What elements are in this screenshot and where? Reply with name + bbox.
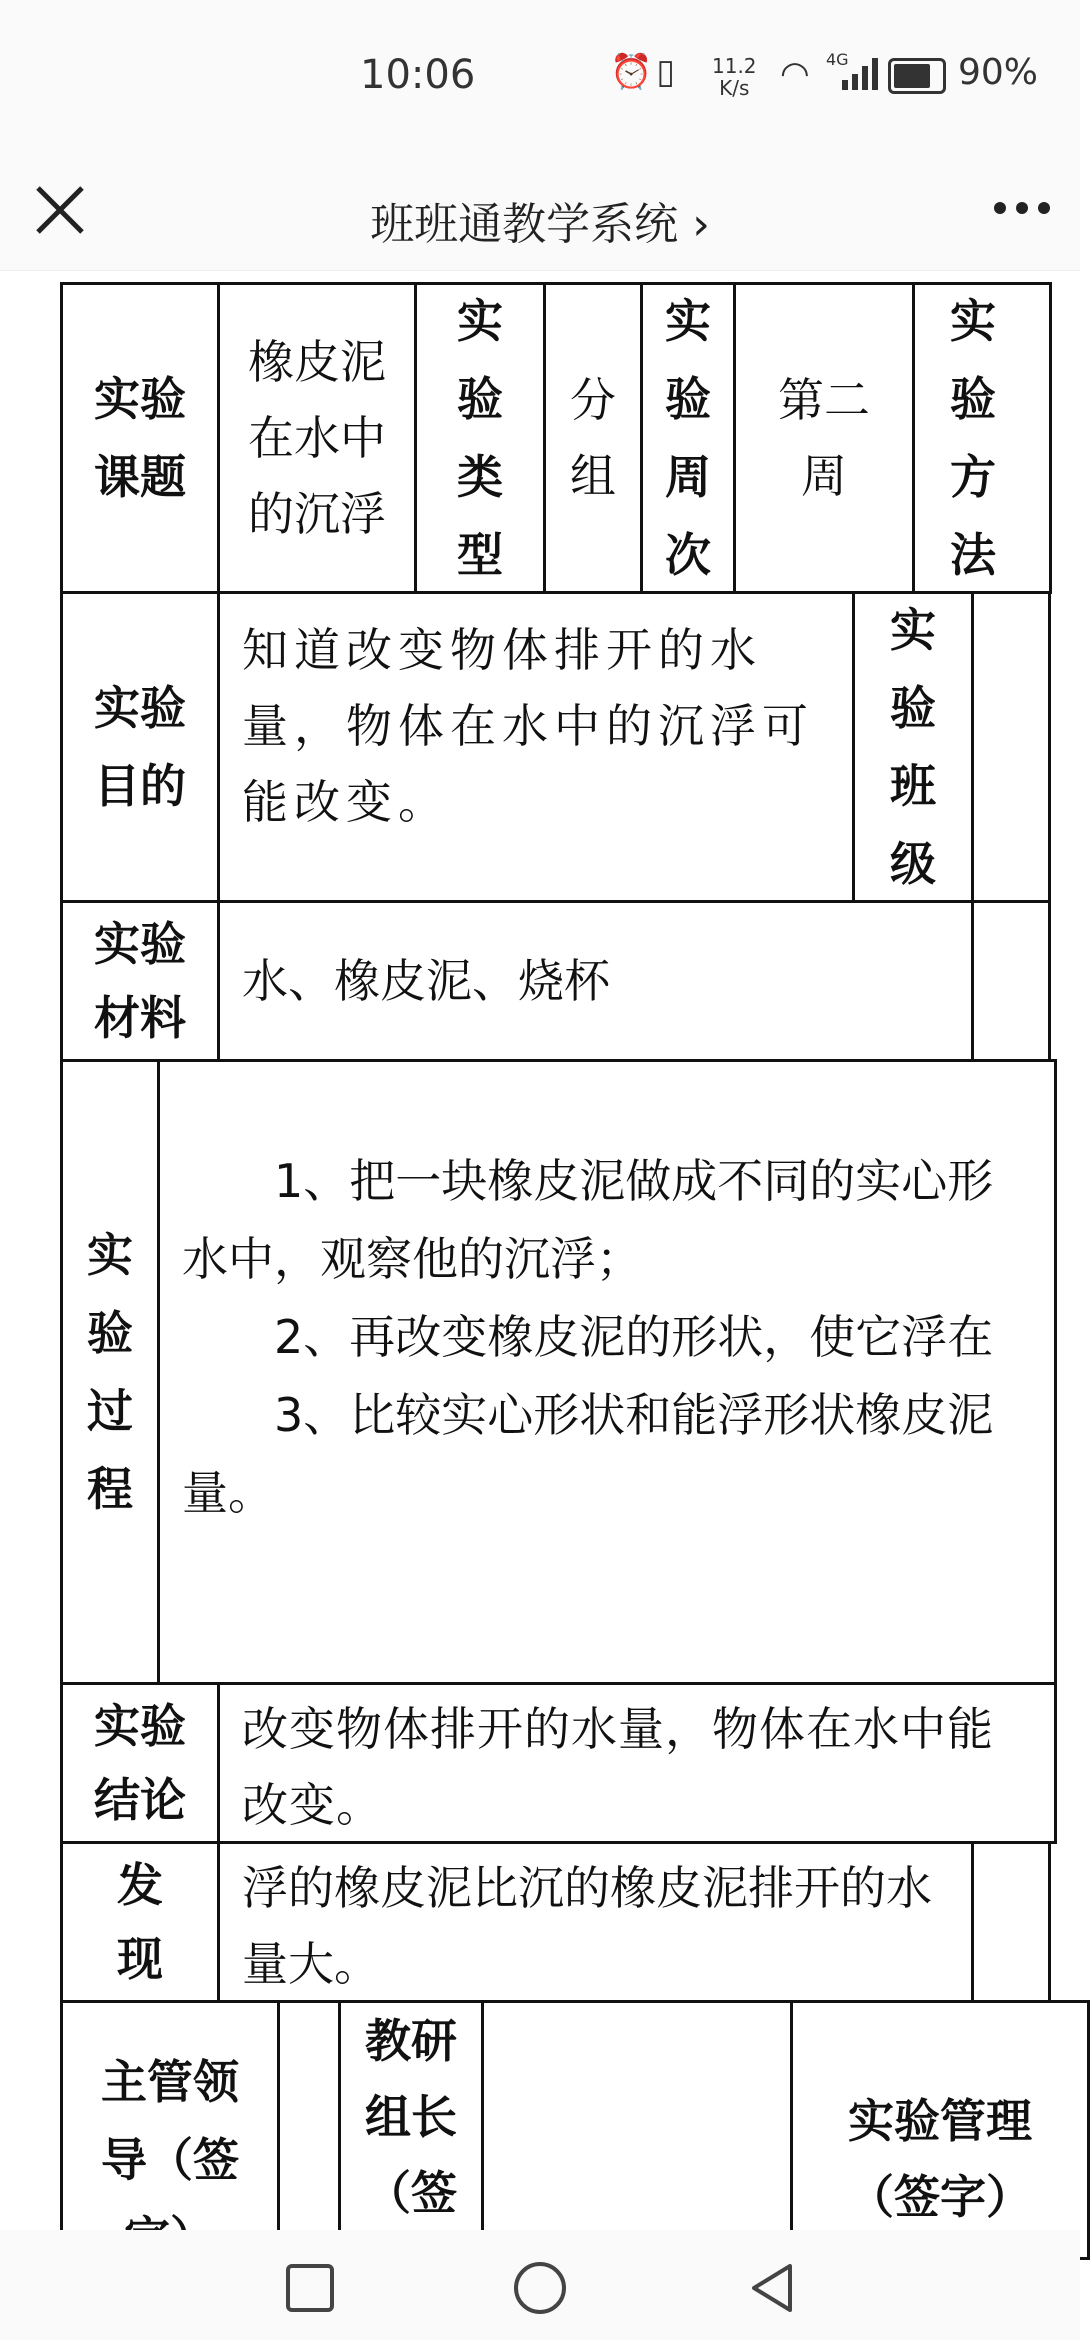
manager-label xyxy=(790,2000,1090,2260)
status-icons xyxy=(610,52,679,92)
back-button[interactable] xyxy=(742,2258,802,2318)
week-value xyxy=(733,282,915,594)
week-value-text: 第二周 xyxy=(778,373,870,503)
finding-label xyxy=(60,1841,220,2003)
method-label xyxy=(912,282,1052,594)
topic-value xyxy=(217,282,417,594)
battery-fill xyxy=(894,64,930,88)
finding-value-text: 浮的橡皮泥比沉的橡皮泥排开的水量大。 xyxy=(242,1861,932,1991)
network-type: 4G xyxy=(826,50,849,69)
method-label-text: 实验方法 xyxy=(950,294,996,582)
finding-right-cell xyxy=(971,1841,1051,2003)
more-button[interactable] xyxy=(992,178,1052,251)
materials-right-cell xyxy=(971,900,1051,1062)
circle-icon xyxy=(510,2258,570,2318)
class-label xyxy=(852,591,974,903)
conclusion-value-text: 改变物体排开的水量，物体在水中能改变。 xyxy=(242,1702,994,1832)
conclusion-value xyxy=(217,1682,1057,1844)
topic-label-text: 实验课题 xyxy=(94,372,186,504)
finding-label-text: 发现 xyxy=(117,1858,163,1986)
head-signature-cell xyxy=(481,2000,793,2260)
battery-icon xyxy=(888,58,946,94)
speed-value: 11.2 xyxy=(712,54,757,78)
purpose-value-text: 知道改变物体排开的水量，物体在水中的沉浮可能改变。 xyxy=(242,623,814,829)
leader-label-text: 主管领导（签 xyxy=(101,2055,239,2187)
square-icon xyxy=(280,2258,340,2318)
process-label-text: 实验过程 xyxy=(87,1228,133,1516)
status-bar xyxy=(0,0,1080,160)
process-line: 水中，观察他的沉浮； xyxy=(182,1232,642,1286)
topic-label xyxy=(60,282,220,594)
type-label-text: 实验类型 xyxy=(457,294,503,582)
wifi-icon: ◠ xyxy=(780,54,810,94)
purpose-value xyxy=(217,591,855,903)
page-title[interactable] xyxy=(0,188,1080,252)
head-label-text: 教研组长（签 xyxy=(365,2014,457,2220)
week-label xyxy=(640,282,736,594)
materials-value xyxy=(217,900,974,1062)
title-text: 班班通教学系统 xyxy=(370,199,679,250)
materials-label xyxy=(60,900,220,1062)
alarm-icon: ⏰ xyxy=(610,52,657,92)
type-label xyxy=(414,282,546,594)
status-time: 10:06 xyxy=(360,52,476,98)
process-line: 2、再改变橡皮泥的形状，使它浮在 xyxy=(182,1310,994,1364)
type-value xyxy=(543,282,643,594)
leader-signature-cell xyxy=(277,2000,341,2260)
recent-apps-button[interactable] xyxy=(280,2258,340,2318)
process-line: 量。 xyxy=(182,1466,274,1520)
conclusion-label xyxy=(60,1682,220,1844)
process-label xyxy=(60,1059,160,1685)
experiment-document[interactable] xyxy=(0,270,1032,2230)
process-line: 3、比较实心形状和能浮形状橡皮泥 xyxy=(182,1388,994,1442)
manager-label-text: 实验管理（签字） xyxy=(848,2094,1032,2224)
speed-unit: K/s xyxy=(719,76,750,100)
system-nav-bar xyxy=(0,2230,1080,2340)
vibrate-icon: ▯ xyxy=(656,52,680,92)
title-bar xyxy=(0,160,1080,271)
chevron-right-icon: › xyxy=(692,199,710,250)
process-lines xyxy=(160,1062,1054,1532)
signal-icon xyxy=(840,58,880,90)
finding-value xyxy=(217,1841,974,2003)
topic-value-text: 橡皮泥在水中的沉浮 xyxy=(248,335,386,541)
battery-percent: 90% xyxy=(958,52,1039,93)
head-label xyxy=(338,2000,484,2260)
materials-label-text: 实验材料 xyxy=(94,917,186,1045)
class-value xyxy=(971,591,1051,903)
class-label-text: 实验班级 xyxy=(890,603,936,891)
more-icon xyxy=(992,178,1052,238)
process-content xyxy=(157,1059,1057,1685)
materials-value-text: 水、橡皮泥、烧杯 xyxy=(242,954,610,1008)
home-button[interactable] xyxy=(510,2258,570,2318)
conclusion-label-text: 实验结论 xyxy=(94,1699,186,1827)
leader-label xyxy=(60,2000,280,2260)
purpose-label-text: 实验目的 xyxy=(94,681,186,813)
triangle-icon xyxy=(742,2258,802,2318)
type-value-text: 分组 xyxy=(570,373,616,503)
purpose-label xyxy=(60,591,220,903)
process-line: 1、把一块橡皮泥做成不同的实心形 xyxy=(182,1154,994,1208)
week-label-text: 实验周次 xyxy=(665,294,711,582)
network-speed xyxy=(712,55,757,99)
